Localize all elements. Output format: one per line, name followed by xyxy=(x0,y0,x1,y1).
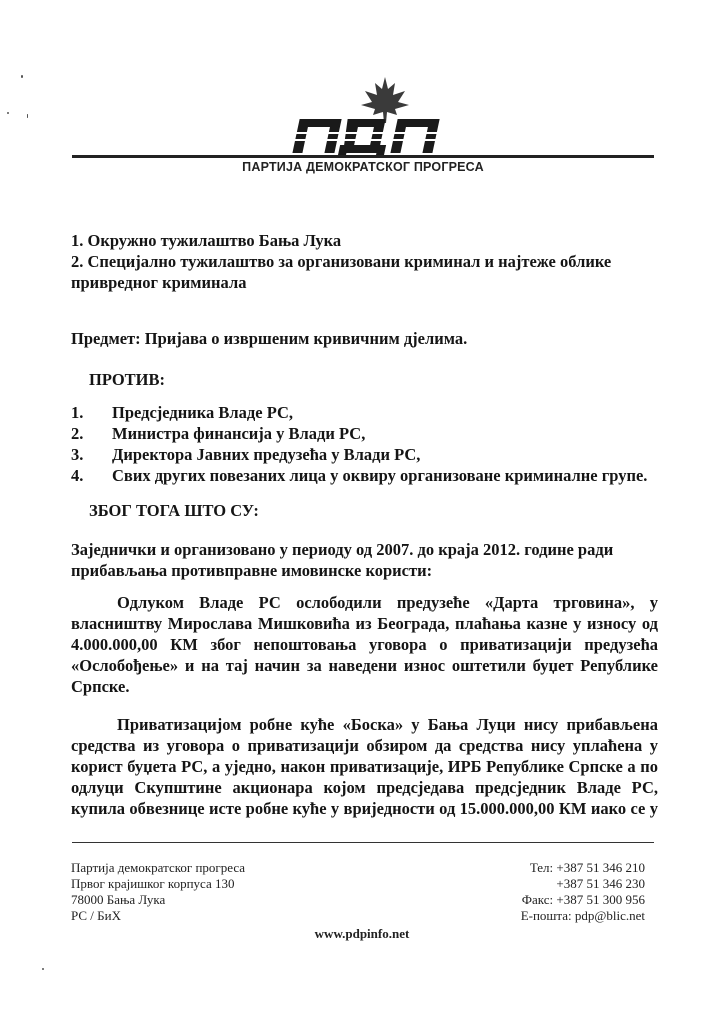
footer-contacts xyxy=(470,860,645,924)
paragraph-line: Српске. xyxy=(71,677,130,696)
address-line: 78000 Бања Лука xyxy=(71,892,166,907)
website-link[interactable]: www.pdpinfo.net xyxy=(314,926,410,941)
address-line: РС / БиХ xyxy=(71,908,121,923)
email-line: Е-пошта: pdp@blic.net xyxy=(520,908,645,923)
paragraph-line: власништву Мирослава Мишковића из Београда, плаћања казне у износу од xyxy=(71,614,658,633)
paragraph-line: «Ослобођење» и на тај начин за наведени износ оштетили буџет Републике xyxy=(71,656,658,675)
accused-item xyxy=(71,423,671,444)
accused-item xyxy=(71,402,671,423)
paragraph-boska xyxy=(71,714,658,819)
paragraph-darta xyxy=(71,592,658,697)
accused-list xyxy=(71,402,671,486)
accused-number: 1. xyxy=(71,403,84,422)
phone-line: +387 51 346 230 xyxy=(556,876,645,891)
recipient-line: привредног криминала xyxy=(71,273,247,292)
paragraph-line: одлуци Скупштине акционара којом предсједава предсједник Владе РС, xyxy=(71,778,658,797)
party-logo xyxy=(285,75,455,157)
intro-line: прибављања противправне имовинске користи: xyxy=(71,561,433,580)
address-line: Партија демократског прогреса xyxy=(71,860,246,875)
paragraph-line: Приватизацијом робне куће «Боска» у Бања Луци нису прибављена xyxy=(117,715,658,734)
accused-number: 4. xyxy=(71,466,84,485)
accused-text: Директора Јавних предузећа у Влади РС, xyxy=(112,445,421,464)
accused-item xyxy=(71,465,671,486)
accused-item xyxy=(71,444,671,465)
recipient-line: 2. Специјално тужилаштво за организовани криминал и најтеже облике xyxy=(71,252,612,271)
paragraph-line: корист буџета РС, а уједно, након приватизације, ИРБ Републике Српске а по xyxy=(71,757,658,776)
subject-line: Предмет: Пријава о извршеним кривичним дјелима. xyxy=(71,329,468,348)
footer-address xyxy=(71,860,245,924)
party-name: ПАРТИЈА ДЕМОКРАТСКОГ ПРОГРЕСА xyxy=(242,160,484,174)
intro-line: Заједнички и организовано у периоду од 2007. до краја 2012. године ради xyxy=(71,540,614,559)
maple-leaf-icon xyxy=(361,77,409,123)
accused-text: Предсједника Владе РС, xyxy=(112,403,294,422)
paragraph-line: 4.000.000,00 КМ због непоштовања уговора о приватизацији предузећа xyxy=(71,635,658,654)
fax-line: Факс: +387 51 300 956 xyxy=(521,892,645,907)
footer-rule xyxy=(72,842,654,843)
against-heading: ПРОТИВ: xyxy=(89,370,165,389)
accused-text: Свих других повезаних лица у оквиру организоване криминалне групе. xyxy=(112,466,648,485)
accused-text: Министра финансија у Влади РС, xyxy=(112,424,366,443)
because-heading: ЗБОГ ТОГА ШТО СУ: xyxy=(89,501,259,520)
paragraph-line: средства из уговора о приватизацији обзиром да средства нису уплаћена у xyxy=(71,736,658,755)
paragraph-line: купила обвезнице исте робне куће у вриједности од 15.000.000,00 КМ иако се у xyxy=(71,799,658,818)
accused-number: 2. xyxy=(71,424,84,443)
recipients-block xyxy=(71,230,661,293)
accused-number: 3. xyxy=(71,445,84,464)
letterhead-rule xyxy=(72,155,654,158)
intro-paragraph xyxy=(71,539,661,581)
address-line: Првог крајишког корпуса 130 xyxy=(71,876,235,891)
recipient-line: 1. Окружно тужилаштво Бања Лука xyxy=(71,231,342,250)
paragraph-line: Одлуком Владе РС ослободили предузеће «Дарта трговина», у xyxy=(117,593,658,612)
phone-line: Тел: +387 51 346 210 xyxy=(529,860,645,875)
